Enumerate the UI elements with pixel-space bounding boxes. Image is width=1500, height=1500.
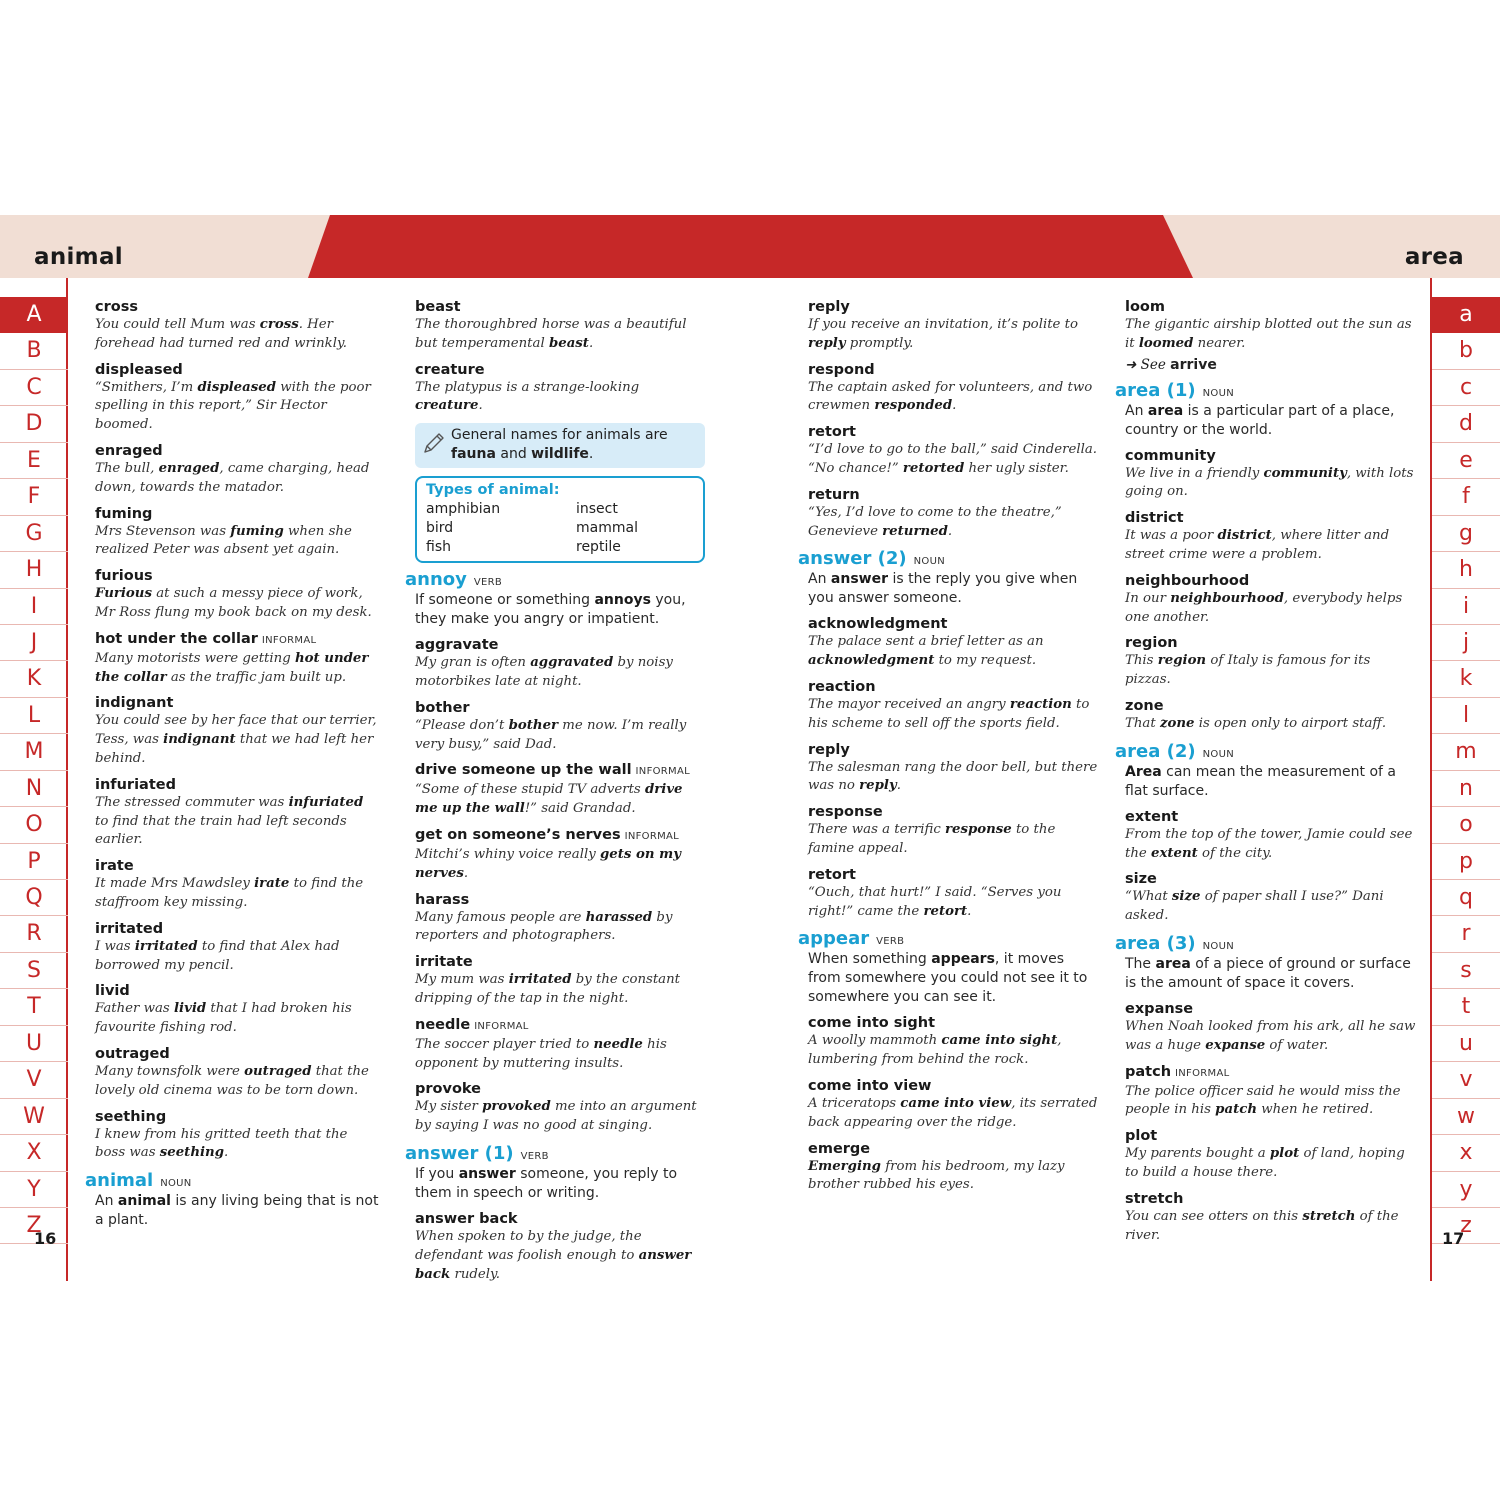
- page-number-right: 17: [1442, 1229, 1465, 1248]
- register-tag: INFORMAL: [635, 766, 690, 778]
- entry-word: indignant: [95, 695, 174, 712]
- definition: If someone or something annoys you, they make you angry or impatient.: [415, 592, 686, 628]
- entry: [808, 1077, 1098, 1133]
- part-of-speech: NOUN: [1202, 748, 1234, 760]
- entry-word: come into view: [808, 1077, 932, 1094]
- entry: [808, 678, 1098, 734]
- entry: [95, 361, 380, 435]
- alphabet-tab-n[interactable]: N: [0, 771, 68, 807]
- headword: answer (1): [405, 1142, 514, 1164]
- entry-example: “Ouch, that hurt!” I said. “Serves you right!” came the retort.: [808, 884, 1062, 919]
- column-2: [405, 298, 705, 1291]
- headword: appear: [798, 928, 870, 950]
- entry-word: acknowledgment: [808, 616, 948, 633]
- entry-example: The gigantic airship blotted out the sun as it loomed nearer.: [1125, 317, 1412, 351]
- alphabet-tab-g[interactable]: G: [0, 516, 68, 552]
- part-of-speech: NOUN: [1202, 940, 1234, 952]
- entry-example: The palace sent a brief letter as an acknowledgment to my request.: [808, 634, 1044, 669]
- entry-word: bother: [415, 699, 470, 716]
- alphabet-tab-y[interactable]: Y: [0, 1172, 68, 1208]
- entry: [95, 630, 380, 688]
- entry-word: outraged: [95, 1045, 170, 1062]
- entry-word: retort: [808, 424, 856, 441]
- header-red-banner: [0, 215, 1500, 278]
- entry-example: Father was livid that I had broken his favourite fishing rod.: [95, 1001, 352, 1036]
- column-1: [85, 298, 380, 1237]
- alphabet-tab-f[interactable]: F: [0, 479, 68, 515]
- entry-word: respond: [808, 361, 875, 378]
- part-of-speech: VERB: [876, 936, 905, 948]
- entry-example: Mrs Stevenson was fuming when she realized Peter was absent yet again.: [95, 523, 352, 558]
- entry-word: cross: [95, 299, 138, 315]
- entry-example: “Please don’t bother me now. I’m really very busy,” said Dad.: [415, 717, 687, 752]
- entry: [1125, 298, 1420, 354]
- alphabet-tab-j[interactable]: J: [0, 625, 68, 661]
- alphabet-tab-i[interactable]: I: [0, 589, 68, 625]
- entry-example: A woolly mammoth came into sight, lumbering from behind the rock.: [808, 1033, 1062, 1068]
- headword-block: [405, 1143, 705, 1164]
- definition: An animal is any living being that is not a plant.: [95, 1193, 379, 1229]
- entry: [415, 953, 705, 1009]
- entry-example: The soccer player tried to needle his opponent by muttering insults.: [415, 1036, 667, 1071]
- entry: [95, 694, 380, 768]
- entry-example: In our neighbourhood, everybody helps one another.: [1125, 590, 1403, 625]
- entry-word: enraged: [95, 442, 163, 459]
- entry: [95, 982, 380, 1038]
- entry-example: That zone is open only to airport staff.: [1125, 715, 1387, 731]
- pencil-icon: [422, 431, 446, 455]
- definition: When something appears, it moves from somewhere you could not see it to somewhere you can see it.: [808, 951, 1088, 1006]
- alphabet-tab-h[interactable]: H: [0, 552, 68, 588]
- entry-example: The mayor received an angry reaction to his scheme to sell off the sports field.: [808, 696, 1090, 731]
- entry-example: If you receive an invitation, it’s polite to reply promptly.: [808, 317, 1078, 351]
- alphabet-tab-r[interactable]: R: [0, 916, 68, 952]
- entry: [808, 615, 1098, 671]
- alphabet-tab-e[interactable]: E: [0, 443, 68, 479]
- entry-example: The police officer said he would miss the people in his patch when he retired.: [1125, 1083, 1401, 1118]
- alphabet-tab-t[interactable]: t: [1432, 989, 1500, 1025]
- entry-example: “Smithers, I’m displeased with the poor spelling in this report,” Sir Hector boomed.: [95, 379, 371, 433]
- entry: [1125, 1127, 1420, 1183]
- alphabet-tab-i[interactable]: i: [1432, 589, 1500, 625]
- types-box-title: Types of animal:: [426, 482, 560, 499]
- alphabet-tab-o[interactable]: o: [1432, 807, 1500, 843]
- entry-word: expanse: [1125, 1000, 1194, 1017]
- headword: area (1): [1115, 379, 1196, 401]
- entry: [1125, 697, 1420, 734]
- entry: [415, 1080, 705, 1136]
- alphabet-tab-z[interactable]: Z: [0, 1208, 68, 1244]
- entry-example: My mum was irritated by the constant dripping of the tap in the night.: [415, 972, 681, 1006]
- entry-example: The bull, enraged, came charging, head down, towards the matador.: [95, 460, 370, 495]
- entry-example: Furious at such a messy piece of work, Mr Ross flung my book back on my desk.: [95, 586, 372, 620]
- alphabet-tabs-left: [0, 297, 68, 1244]
- entry-example: There was a terrific response to the famine appeal.: [808, 822, 1056, 856]
- entry: [415, 298, 705, 354]
- alphabet-tab-l[interactable]: l: [1432, 698, 1500, 734]
- entry: [1125, 1063, 1420, 1121]
- part-of-speech: VERB: [473, 577, 503, 589]
- entry-example: A triceratops came into view, its serrated back appearing over the ridge.: [808, 1095, 1098, 1130]
- entry: [808, 803, 1098, 859]
- headword-block: [85, 1170, 380, 1191]
- entry: [95, 776, 380, 850]
- entry-word: drive someone up the wall INFORMAL: [415, 762, 690, 779]
- entry: [95, 920, 380, 976]
- entry-word: provoke: [415, 1081, 481, 1098]
- column-3: [798, 298, 1098, 1202]
- part-of-speech: VERB: [520, 1150, 549, 1162]
- entry: [1125, 808, 1420, 864]
- alphabet-tab-m[interactable]: m: [1432, 734, 1500, 770]
- entry-word: zone: [1125, 697, 1164, 714]
- entry: [415, 1016, 705, 1074]
- alphabet-tab-b[interactable]: B: [0, 333, 68, 369]
- alphabet-tab-w[interactable]: w: [1432, 1099, 1500, 1135]
- entry: [415, 891, 705, 947]
- info-note: General names for animals are fauna and wildlife.: [415, 423, 705, 468]
- entry: [808, 423, 1098, 479]
- entry: [95, 857, 380, 913]
- entry: [808, 866, 1098, 922]
- entry-word: beast: [415, 299, 461, 315]
- entry: [415, 636, 705, 692]
- entry: [808, 298, 1098, 354]
- entry-word: answer back: [415, 1210, 518, 1227]
- type-item: reptile: [576, 539, 621, 556]
- entry: [808, 741, 1098, 797]
- alphabet-tab-w[interactable]: W: [0, 1099, 68, 1135]
- entry-word: retort: [808, 866, 856, 883]
- entry-example: Emerging from his bedroom, my lazy brother rubbed his eyes.: [808, 1158, 1065, 1193]
- entry-word: response: [808, 804, 883, 821]
- entry-example: You can see otters on this stretch of the river.: [1125, 1208, 1399, 1243]
- entry: [95, 442, 380, 498]
- entry-example: This region of Italy is famous for its pizzas.: [1125, 653, 1371, 688]
- entry-example: Many townsfolk were outraged that the lovely old cinema was to be torn down.: [95, 1063, 369, 1098]
- headword: annoy: [405, 569, 467, 591]
- headword-block: [1115, 933, 1420, 954]
- entry-example: The captain asked for volunteers, and two crewmen responded.: [808, 379, 1093, 414]
- entry-example: You could tell Mum was cross. Her forehead had turned red and wrinkly.: [95, 317, 347, 351]
- entry: [95, 567, 380, 623]
- alphabet-tab-l[interactable]: L: [0, 698, 68, 734]
- register-tag: INFORMAL: [1175, 1067, 1230, 1079]
- alphabet-tab-r[interactable]: r: [1432, 916, 1500, 952]
- entry: [1125, 572, 1420, 628]
- entry-example: My sister provoked me into an argument by saying I was no good at singing.: [415, 1099, 697, 1134]
- entry: [1125, 447, 1420, 503]
- alphabet-tab-y[interactable]: y: [1432, 1172, 1500, 1208]
- entry: [415, 699, 705, 755]
- entry: [808, 1140, 1098, 1196]
- entry: [95, 1108, 380, 1164]
- entry-example: My parents bought a plot of land, hoping to build a house there.: [1125, 1146, 1405, 1180]
- entry-word: district: [1125, 510, 1184, 527]
- type-item: insect: [576, 501, 618, 518]
- alphabet-tab-c[interactable]: c: [1432, 370, 1500, 406]
- entry-word: reaction: [808, 678, 876, 695]
- part-of-speech: NOUN: [913, 556, 945, 568]
- entry-example: “Some of these stupid TV adverts drive me up the wall!” said Grandad.: [415, 782, 683, 817]
- entry-example: I was irritated to find that Alex had borrowed my pencil.: [95, 938, 340, 973]
- entry: [1125, 634, 1420, 690]
- entry-word: neighbourhood: [1125, 572, 1250, 589]
- alphabet-tab-v[interactable]: V: [0, 1062, 68, 1098]
- left-guide-word: animal: [34, 244, 123, 270]
- entry-example: You could see by her face that our terrier, Tess, was indignant that we had left her behind.: [95, 713, 377, 766]
- page-number-left: 16: [34, 1229, 57, 1248]
- entry-example: My gran is often aggravated by noisy motorbikes late at night.: [415, 655, 673, 689]
- entry-example: “What size of paper shall I use?” Dani asked.: [1125, 889, 1384, 924]
- part-of-speech: NOUN: [160, 1178, 192, 1190]
- entry-example: When Noah looked from his ark, all he saw was a huge expanse of water.: [1125, 1018, 1416, 1053]
- alphabet-tab-a[interactable]: a: [1432, 297, 1500, 333]
- headword: answer (2): [798, 548, 907, 570]
- alphabet-tab-x[interactable]: X: [0, 1135, 68, 1171]
- alphabet-tab-t[interactable]: T: [0, 989, 68, 1025]
- entry-word: reply: [808, 741, 850, 758]
- alphabet-tab-z[interactable]: z: [1432, 1208, 1500, 1244]
- entry: [808, 486, 1098, 542]
- alphabet-tab-c[interactable]: C: [0, 370, 68, 406]
- entry-word: hot under the collar INFORMAL: [95, 630, 317, 647]
- entry-word: displeased: [95, 361, 183, 378]
- type-item: bird: [426, 520, 454, 537]
- headword: area (2): [1115, 740, 1196, 762]
- entry-word: region: [1125, 635, 1178, 652]
- alphabet-tab-m[interactable]: M: [0, 734, 68, 770]
- entry-word: aggravate: [415, 637, 499, 654]
- entry-word: reply: [808, 299, 850, 315]
- entry-example: It was a poor district, where litter and street crime were a problem.: [1125, 528, 1390, 562]
- entry: [808, 361, 1098, 417]
- alphabet-tab-a[interactable]: A: [0, 297, 68, 333]
- entry-word: creature: [415, 361, 485, 378]
- alphabet-tab-b[interactable]: b: [1432, 333, 1500, 369]
- definition: An answer is the reply you give when you answer someone.: [808, 571, 1078, 607]
- register-tag: INFORMAL: [474, 1020, 529, 1032]
- entry-word: get on someone’s nerves INFORMAL: [415, 826, 680, 843]
- entry-word: irritate: [415, 954, 473, 971]
- headword-block: [1115, 741, 1420, 762]
- entry-example: From the top of the tower, Jamie could see the extent of the city.: [1125, 826, 1413, 861]
- alphabet-tab-e[interactable]: e: [1432, 443, 1500, 479]
- cross-reference[interactable]: ➜ See arrive: [1125, 356, 1217, 373]
- alphabet-tab-k[interactable]: k: [1432, 661, 1500, 697]
- alphabet-tab-s[interactable]: S: [0, 953, 68, 989]
- right-guide-word: area: [1404, 244, 1464, 270]
- entry: [808, 1014, 1098, 1070]
- entry-example: The thoroughbred horse was a beautiful but temperamental beast.: [415, 317, 687, 351]
- definition: Area can mean the measurement of a flat surface.: [1125, 763, 1396, 799]
- alphabet-tab-q[interactable]: q: [1432, 880, 1500, 916]
- entry-example: Many motorists were getting hot under the collar as the traffic jam built up.: [95, 650, 369, 685]
- entry: [415, 361, 705, 417]
- entry-word: needle INFORMAL: [415, 1016, 529, 1033]
- part-of-speech: NOUN: [1202, 387, 1234, 399]
- alphabet-tab-d[interactable]: D: [0, 406, 68, 442]
- entry-example: When spoken to by the judge, the defendant was foolish enough to answer back rudely.: [415, 1228, 692, 1282]
- entry-example: We live in a friendly community, with lots going on.: [1125, 465, 1414, 500]
- entry: [95, 1045, 380, 1101]
- alphabet-tab-u[interactable]: U: [0, 1026, 68, 1062]
- alphabet-tab-k[interactable]: K: [0, 661, 68, 697]
- headword-block: [798, 928, 1098, 949]
- type-item: fish: [426, 539, 451, 556]
- entry-word: size: [1125, 871, 1157, 888]
- entry-word: seething: [95, 1108, 167, 1125]
- definition: If you answer someone, you reply to them in speech or writing.: [415, 1165, 678, 1201]
- alphabet-tabs-right: [1432, 297, 1500, 1244]
- entry-word: emerge: [808, 1140, 871, 1157]
- entry-example: The stressed commuter was infuriated to find that the train had left seconds earlier.: [95, 794, 364, 848]
- entry-word: loom: [1125, 299, 1166, 315]
- alphabet-tab-h[interactable]: h: [1432, 552, 1500, 588]
- entry-word: irritated: [95, 920, 164, 937]
- alphabet-tab-q[interactable]: Q: [0, 880, 68, 916]
- entry-example: “I’d love to go to the ball,” said Cinderella. “No chance!” retorted her ugly sister.: [808, 442, 1097, 476]
- entry: [95, 505, 380, 561]
- alphabet-tab-d[interactable]: d: [1432, 406, 1500, 442]
- headword-block: [798, 548, 1098, 569]
- entry-example: Mitchi’s whiny voice really gets on my nerves.: [415, 846, 681, 881]
- headword: animal: [85, 1170, 154, 1192]
- types-of-animal-box: [415, 476, 705, 563]
- alphabet-tab-u[interactable]: u: [1432, 1026, 1500, 1062]
- headword: area (3): [1115, 932, 1196, 954]
- definition: The area of a piece of ground or surface is the amount of space it covers.: [1125, 955, 1411, 991]
- entry-example: I knew from his gritted teeth that the boss was seething.: [95, 1126, 348, 1161]
- entry-example: Many famous people are harassed by reporters and photographers.: [415, 909, 673, 944]
- alphabet-tab-o[interactable]: O: [0, 807, 68, 843]
- entry-example: The salesman rang the door bell, but there was no reply.: [808, 759, 1098, 794]
- entry: [1125, 1000, 1420, 1056]
- type-item: mammal: [576, 520, 638, 537]
- entry-word: fuming: [95, 505, 153, 522]
- alphabet-tab-s[interactable]: s: [1432, 953, 1500, 989]
- entry-example: It made Mrs Mawdsley irate to find the staffroom key missing.: [95, 876, 364, 910]
- entry: [415, 761, 705, 819]
- entry: [1125, 870, 1420, 926]
- entry-word: furious: [95, 568, 153, 585]
- column-4: [1115, 298, 1420, 1252]
- entry: [415, 1210, 705, 1284]
- definition: An area is a particular part of a place, country or the world.: [1125, 402, 1395, 438]
- entry: [1125, 1190, 1420, 1246]
- arrow-right-icon: ➜: [1125, 356, 1137, 373]
- entry-example: “Yes, I’d love to come to the theatre,” Genevieve returned.: [808, 504, 1062, 539]
- entry-word: return: [808, 486, 860, 503]
- alphabet-tab-n[interactable]: n: [1432, 771, 1500, 807]
- entry-example: The platypus is a strange-looking creature.: [415, 379, 640, 414]
- entry-word: patch INFORMAL: [1125, 1063, 1230, 1080]
- entry-word: stretch: [1125, 1190, 1184, 1207]
- entry-word: harass: [415, 891, 470, 908]
- entry-word: community: [1125, 447, 1216, 464]
- alphabet-tab-g[interactable]: g: [1432, 516, 1500, 552]
- headword-block: [1115, 380, 1420, 401]
- headword-block: [405, 569, 705, 590]
- entry-word: come into sight: [808, 1015, 936, 1032]
- alphabet-tab-f[interactable]: f: [1432, 479, 1500, 515]
- alphabet-tab-x[interactable]: x: [1432, 1135, 1500, 1171]
- entry: [415, 826, 705, 884]
- entry-word: plot: [1125, 1128, 1158, 1145]
- register-tag: INFORMAL: [624, 830, 680, 842]
- entry-word: irate: [95, 858, 134, 875]
- register-tag: INFORMAL: [261, 634, 317, 646]
- alphabet-tab-v[interactable]: v: [1432, 1062, 1500, 1098]
- entry-word: infuriated: [95, 776, 176, 793]
- entry-word: extent: [1125, 808, 1179, 825]
- alphabet-tab-j[interactable]: j: [1432, 625, 1500, 661]
- entry: [95, 298, 380, 354]
- type-item: amphibian: [426, 501, 501, 518]
- alphabet-tab-p[interactable]: P: [0, 844, 68, 880]
- entry-word: livid: [95, 983, 130, 1000]
- alphabet-tab-p[interactable]: p: [1432, 844, 1500, 880]
- entry: [1125, 509, 1420, 565]
